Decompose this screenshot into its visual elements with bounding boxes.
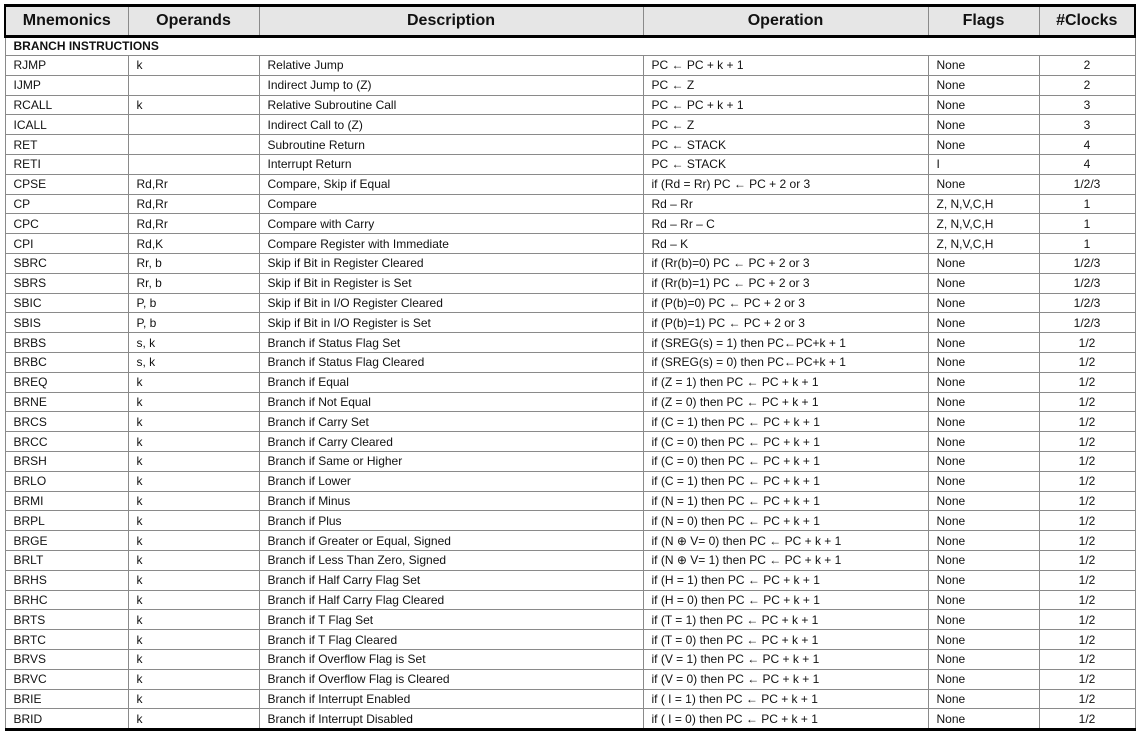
cell-operation: if (C = 0) then PC ← PC + k + 1 bbox=[643, 451, 928, 471]
cell-description: Branch if T Flag Cleared bbox=[259, 630, 643, 650]
cell-operands: Rr, b bbox=[128, 253, 259, 273]
table-row bbox=[5, 75, 1135, 95]
cell-flags: None bbox=[928, 531, 1039, 551]
cell-operation: Rd – K bbox=[643, 234, 928, 254]
cell-clocks: 1 bbox=[1039, 194, 1135, 214]
header-clocks: #Clocks bbox=[1039, 6, 1135, 37]
cell-operation: if (SREG(s) = 0) then PC←PC+k + 1 bbox=[643, 352, 928, 372]
cell-operands: k bbox=[128, 689, 259, 709]
cell-clocks: 3 bbox=[1039, 115, 1135, 135]
table-row bbox=[5, 550, 1135, 570]
cell-description: Branch if Not Equal bbox=[259, 392, 643, 412]
table-row bbox=[5, 174, 1135, 194]
cell-operation: if (Rr(b)=0) PC ← PC + 2 or 3 bbox=[643, 253, 928, 273]
cell-operands: P, b bbox=[128, 293, 259, 313]
cell-operation: if (N ⊕ V= 0) then PC ← PC + k + 1 bbox=[643, 531, 928, 551]
cell-description: Branch if T Flag Set bbox=[259, 610, 643, 630]
cell-mnemonic: BRVC bbox=[5, 669, 128, 689]
cell-mnemonic: BRIE bbox=[5, 689, 128, 709]
cell-clocks: 1 bbox=[1039, 214, 1135, 234]
cell-flags: None bbox=[928, 392, 1039, 412]
cell-clocks: 1/2 bbox=[1039, 669, 1135, 689]
cell-flags: None bbox=[928, 610, 1039, 630]
cell-flags: Z, N,V,C,H bbox=[928, 234, 1039, 254]
header-mnemonics: Mnemonics bbox=[5, 6, 128, 37]
cell-clocks: 4 bbox=[1039, 154, 1135, 174]
cell-flags: None bbox=[928, 75, 1039, 95]
cell-operation: PC ← STACK bbox=[643, 154, 928, 174]
cell-operands: k bbox=[128, 372, 259, 392]
cell-operation: PC ← PC + k + 1 bbox=[643, 56, 928, 76]
cell-operation: PC ← PC + k + 1 bbox=[643, 95, 928, 115]
table-row bbox=[5, 570, 1135, 590]
table-header bbox=[5, 6, 1135, 37]
cell-clocks: 1/2 bbox=[1039, 451, 1135, 471]
cell-operands: k bbox=[128, 550, 259, 570]
table-row bbox=[5, 352, 1135, 372]
header-operands: Operands bbox=[128, 6, 259, 37]
cell-operation: if (Rd = Rr) PC ← PC + 2 or 3 bbox=[643, 174, 928, 194]
table-row bbox=[5, 115, 1135, 135]
cell-mnemonic: RCALL bbox=[5, 95, 128, 115]
cell-operands: k bbox=[128, 491, 259, 511]
cell-operands: k bbox=[128, 610, 259, 630]
table-row bbox=[5, 630, 1135, 650]
cell-operands: Rd,Rr bbox=[128, 174, 259, 194]
cell-description: Branch if Half Carry Flag Set bbox=[259, 570, 643, 590]
cell-flags: None bbox=[928, 56, 1039, 76]
table-row bbox=[5, 491, 1135, 511]
table-row bbox=[5, 273, 1135, 293]
cell-operation: if (N ⊕ V= 1) then PC ← PC + k + 1 bbox=[643, 550, 928, 570]
cell-clocks: 2 bbox=[1039, 56, 1135, 76]
cell-description: Branch if Overflow Flag is Set bbox=[259, 649, 643, 669]
cell-operands: k bbox=[128, 471, 259, 491]
section-row bbox=[5, 37, 1135, 56]
cell-mnemonic: BRLO bbox=[5, 471, 128, 491]
table-row bbox=[5, 610, 1135, 630]
table-row bbox=[5, 649, 1135, 669]
cell-flags: Z, N,V,C,H bbox=[928, 194, 1039, 214]
cell-operation: if (N = 0) then PC ← PC + k + 1 bbox=[643, 511, 928, 531]
cell-clocks: 1/2 bbox=[1039, 511, 1135, 531]
cell-operation: if (Rr(b)=1) PC ← PC + 2 or 3 bbox=[643, 273, 928, 293]
cell-operation: if (P(b)=0) PC ← PC + 2 or 3 bbox=[643, 293, 928, 313]
cell-mnemonic: CPSE bbox=[5, 174, 128, 194]
cell-mnemonic: BRBC bbox=[5, 352, 128, 372]
cell-description: Indirect Jump to (Z) bbox=[259, 75, 643, 95]
table-row bbox=[5, 669, 1135, 689]
cell-mnemonic: ICALL bbox=[5, 115, 128, 135]
cell-flags: None bbox=[928, 313, 1039, 333]
cell-flags: None bbox=[928, 570, 1039, 590]
cell-operands: k bbox=[128, 649, 259, 669]
cell-mnemonic: IJMP bbox=[5, 75, 128, 95]
section-title: BRANCH INSTRUCTIONS bbox=[5, 37, 1135, 56]
table-row bbox=[5, 194, 1135, 214]
cell-operands: Rd,Rr bbox=[128, 194, 259, 214]
cell-operands: k bbox=[128, 392, 259, 412]
cell-description: Relative Subroutine Call bbox=[259, 95, 643, 115]
table-row bbox=[5, 234, 1135, 254]
cell-operation: if (V = 1) then PC ← PC + k + 1 bbox=[643, 649, 928, 669]
header-operation: Operation bbox=[643, 6, 928, 37]
cell-mnemonic: BRCC bbox=[5, 432, 128, 452]
cell-description: Compare, Skip if Equal bbox=[259, 174, 643, 194]
cell-operation: if ( I = 1) then PC ← PC + k + 1 bbox=[643, 689, 928, 709]
instruction-set-page bbox=[4, 4, 1134, 731]
table-row bbox=[5, 333, 1135, 353]
cell-flags: None bbox=[928, 352, 1039, 372]
cell-mnemonic: BRSH bbox=[5, 451, 128, 471]
cell-flags: None bbox=[928, 590, 1039, 610]
cell-flags: None bbox=[928, 253, 1039, 273]
cell-operands bbox=[128, 115, 259, 135]
cell-flags: None bbox=[928, 649, 1039, 669]
cell-mnemonic: BRHS bbox=[5, 570, 128, 590]
cell-flags: None bbox=[928, 471, 1039, 491]
cell-operation: if (T = 0) then PC ← PC + k + 1 bbox=[643, 630, 928, 650]
cell-mnemonic: RET bbox=[5, 135, 128, 155]
cell-clocks: 1/2 bbox=[1039, 570, 1135, 590]
cell-operation: if ( I = 0) then PC ← PC + k + 1 bbox=[643, 709, 928, 730]
cell-description: Branch if Carry Set bbox=[259, 412, 643, 432]
cell-description: Skip if Bit in I/O Register Cleared bbox=[259, 293, 643, 313]
cell-flags: None bbox=[928, 135, 1039, 155]
cell-operation: if (T = 1) then PC ← PC + k + 1 bbox=[643, 610, 928, 630]
cell-flags: None bbox=[928, 451, 1039, 471]
cell-clocks: 1/2 bbox=[1039, 352, 1135, 372]
cell-operation: if (C = 1) then PC ← PC + k + 1 bbox=[643, 471, 928, 491]
table-row bbox=[5, 253, 1135, 273]
cell-flags: None bbox=[928, 689, 1039, 709]
cell-description: Branch if Half Carry Flag Cleared bbox=[259, 590, 643, 610]
cell-mnemonic: RETI bbox=[5, 154, 128, 174]
cell-mnemonic: BRLT bbox=[5, 550, 128, 570]
table-row bbox=[5, 95, 1135, 115]
cell-flags: None bbox=[928, 432, 1039, 452]
cell-operation: PC ← STACK bbox=[643, 135, 928, 155]
cell-description: Interrupt Return bbox=[259, 154, 643, 174]
cell-operation: Rd – Rr bbox=[643, 194, 928, 214]
cell-clocks: 1/2 bbox=[1039, 392, 1135, 412]
cell-operation: Rd – Rr – C bbox=[643, 214, 928, 234]
cell-operands bbox=[128, 75, 259, 95]
header-flags: Flags bbox=[928, 6, 1039, 37]
cell-mnemonic: BRPL bbox=[5, 511, 128, 531]
cell-description: Branch if Greater or Equal, Signed bbox=[259, 531, 643, 551]
cell-operands: k bbox=[128, 669, 259, 689]
cell-clocks: 1/2 bbox=[1039, 491, 1135, 511]
cell-description: Skip if Bit in Register Cleared bbox=[259, 253, 643, 273]
cell-operation: if (H = 0) then PC ← PC + k + 1 bbox=[643, 590, 928, 610]
cell-flags: None bbox=[928, 95, 1039, 115]
cell-flags: None bbox=[928, 115, 1039, 135]
cell-description: Branch if Minus bbox=[259, 491, 643, 511]
table-row bbox=[5, 135, 1135, 155]
cell-operands: k bbox=[128, 590, 259, 610]
cell-flags: None bbox=[928, 412, 1039, 432]
cell-flags: None bbox=[928, 174, 1039, 194]
cell-clocks: 1/2 bbox=[1039, 649, 1135, 669]
cell-operation: if (SREG(s) = 1) then PC←PC+k + 1 bbox=[643, 333, 928, 353]
cell-operation: if (Z = 1) then PC ← PC + k + 1 bbox=[643, 372, 928, 392]
cell-description: Branch if Same or Higher bbox=[259, 451, 643, 471]
cell-flags: None bbox=[928, 709, 1039, 730]
cell-flags: None bbox=[928, 293, 1039, 313]
cell-operands: Rd,Rr bbox=[128, 214, 259, 234]
table-row bbox=[5, 412, 1135, 432]
cell-mnemonic: BRTC bbox=[5, 630, 128, 650]
cell-operands: k bbox=[128, 95, 259, 115]
cell-clocks: 1/2/3 bbox=[1039, 313, 1135, 333]
cell-description: Branch if Interrupt Disabled bbox=[259, 709, 643, 730]
instruction-set-table bbox=[4, 4, 1136, 731]
cell-description: Skip if Bit in I/O Register is Set bbox=[259, 313, 643, 333]
cell-mnemonic: SBIC bbox=[5, 293, 128, 313]
cell-flags: None bbox=[928, 372, 1039, 392]
cell-operands: k bbox=[128, 630, 259, 650]
table-row bbox=[5, 709, 1135, 730]
cell-mnemonic: BRMI bbox=[5, 491, 128, 511]
cell-flags: None bbox=[928, 550, 1039, 570]
cell-clocks: 1/2 bbox=[1039, 709, 1135, 730]
cell-description: Branch if Overflow Flag is Cleared bbox=[259, 669, 643, 689]
cell-mnemonic: BRNE bbox=[5, 392, 128, 412]
cell-mnemonic: BRCS bbox=[5, 412, 128, 432]
cell-operands: Rd,K bbox=[128, 234, 259, 254]
cell-clocks: 1/2 bbox=[1039, 689, 1135, 709]
cell-clocks: 1/2 bbox=[1039, 412, 1135, 432]
cell-clocks: 4 bbox=[1039, 135, 1135, 155]
table-row bbox=[5, 689, 1135, 709]
cell-mnemonic: SBRC bbox=[5, 253, 128, 273]
cell-description: Branch if Plus bbox=[259, 511, 643, 531]
header-row bbox=[5, 6, 1135, 37]
cell-mnemonic: BRHC bbox=[5, 590, 128, 610]
cell-flags: None bbox=[928, 630, 1039, 650]
cell-clocks: 1/2 bbox=[1039, 630, 1135, 650]
cell-description: Branch if Carry Cleared bbox=[259, 432, 643, 452]
cell-clocks: 1/2 bbox=[1039, 610, 1135, 630]
cell-flags: None bbox=[928, 491, 1039, 511]
cell-mnemonic: CPI bbox=[5, 234, 128, 254]
table-row bbox=[5, 56, 1135, 76]
table-row bbox=[5, 392, 1135, 412]
cell-clocks: 1/2 bbox=[1039, 590, 1135, 610]
cell-mnemonic: BREQ bbox=[5, 372, 128, 392]
table-row bbox=[5, 313, 1135, 333]
table-row bbox=[5, 451, 1135, 471]
cell-operands: s, k bbox=[128, 352, 259, 372]
cell-flags: None bbox=[928, 669, 1039, 689]
cell-operation: if (C = 1) then PC ← PC + k + 1 bbox=[643, 412, 928, 432]
cell-description: Compare with Carry bbox=[259, 214, 643, 234]
cell-operation: if (Z = 0) then PC ← PC + k + 1 bbox=[643, 392, 928, 412]
cell-clocks: 2 bbox=[1039, 75, 1135, 95]
table-body bbox=[5, 37, 1135, 730]
cell-operands bbox=[128, 135, 259, 155]
cell-operation: PC ← Z bbox=[643, 115, 928, 135]
cell-operands: s, k bbox=[128, 333, 259, 353]
table-row bbox=[5, 471, 1135, 491]
cell-clocks: 1/2/3 bbox=[1039, 253, 1135, 273]
cell-description: Compare Register with Immediate bbox=[259, 234, 643, 254]
cell-clocks: 1 bbox=[1039, 234, 1135, 254]
table-row bbox=[5, 511, 1135, 531]
cell-mnemonic: SBRS bbox=[5, 273, 128, 293]
cell-operation: if (V = 0) then PC ← PC + k + 1 bbox=[643, 669, 928, 689]
cell-mnemonic: CPC bbox=[5, 214, 128, 234]
cell-clocks: 1/2 bbox=[1039, 333, 1135, 353]
cell-mnemonic: SBIS bbox=[5, 313, 128, 333]
cell-operands: k bbox=[128, 412, 259, 432]
cell-operands: k bbox=[128, 531, 259, 551]
cell-description: Branch if Interrupt Enabled bbox=[259, 689, 643, 709]
cell-description: Indirect Call to (Z) bbox=[259, 115, 643, 135]
cell-operands: k bbox=[128, 709, 259, 730]
cell-operation: if (H = 1) then PC ← PC + k + 1 bbox=[643, 570, 928, 590]
cell-description: Skip if Bit in Register is Set bbox=[259, 273, 643, 293]
cell-description: Compare bbox=[259, 194, 643, 214]
cell-clocks: 3 bbox=[1039, 95, 1135, 115]
cell-operands: k bbox=[128, 511, 259, 531]
cell-clocks: 1/2 bbox=[1039, 550, 1135, 570]
table-row bbox=[5, 372, 1135, 392]
cell-clocks: 1/2 bbox=[1039, 372, 1135, 392]
cell-operands: k bbox=[128, 570, 259, 590]
cell-mnemonic: BRVS bbox=[5, 649, 128, 669]
cell-mnemonic: BRBS bbox=[5, 333, 128, 353]
cell-mnemonic: BRTS bbox=[5, 610, 128, 630]
cell-clocks: 1/2 bbox=[1039, 471, 1135, 491]
cell-flags: Z, N,V,C,H bbox=[928, 214, 1039, 234]
cell-description: Branch if Equal bbox=[259, 372, 643, 392]
cell-flags: None bbox=[928, 273, 1039, 293]
cell-flags: I bbox=[928, 154, 1039, 174]
cell-operands: k bbox=[128, 56, 259, 76]
cell-description: Branch if Lower bbox=[259, 471, 643, 491]
cell-operands bbox=[128, 154, 259, 174]
cell-mnemonic: BRGE bbox=[5, 531, 128, 551]
cell-description: Branch if Status Flag Set bbox=[259, 333, 643, 353]
table-row bbox=[5, 154, 1135, 174]
cell-operands: Rr, b bbox=[128, 273, 259, 293]
cell-mnemonic: RJMP bbox=[5, 56, 128, 76]
cell-clocks: 1/2 bbox=[1039, 531, 1135, 551]
table-row bbox=[5, 590, 1135, 610]
cell-clocks: 1/2/3 bbox=[1039, 273, 1135, 293]
table-row bbox=[5, 531, 1135, 551]
cell-description: Branch if Less Than Zero, Signed bbox=[259, 550, 643, 570]
cell-operation: PC ← Z bbox=[643, 75, 928, 95]
cell-operands: k bbox=[128, 432, 259, 452]
header-description: Description bbox=[259, 6, 643, 37]
cell-operation: if (P(b)=1) PC ← PC + 2 or 3 bbox=[643, 313, 928, 333]
table-row bbox=[5, 214, 1135, 234]
cell-description: Branch if Status Flag Cleared bbox=[259, 352, 643, 372]
cell-flags: None bbox=[928, 333, 1039, 353]
cell-clocks: 1/2 bbox=[1039, 432, 1135, 452]
cell-operands: P, b bbox=[128, 313, 259, 333]
cell-description: Relative Jump bbox=[259, 56, 643, 76]
cell-operands: k bbox=[128, 451, 259, 471]
cell-operation: if (N = 1) then PC ← PC + k + 1 bbox=[643, 491, 928, 511]
cell-mnemonic: BRID bbox=[5, 709, 128, 730]
table-row bbox=[5, 293, 1135, 313]
table-row bbox=[5, 432, 1135, 452]
cell-clocks: 1/2/3 bbox=[1039, 174, 1135, 194]
cell-description: Subroutine Return bbox=[259, 135, 643, 155]
cell-clocks: 1/2/3 bbox=[1039, 293, 1135, 313]
cell-flags: None bbox=[928, 511, 1039, 531]
cell-operation: if (C = 0) then PC ← PC + k + 1 bbox=[643, 432, 928, 452]
cell-mnemonic: CP bbox=[5, 194, 128, 214]
